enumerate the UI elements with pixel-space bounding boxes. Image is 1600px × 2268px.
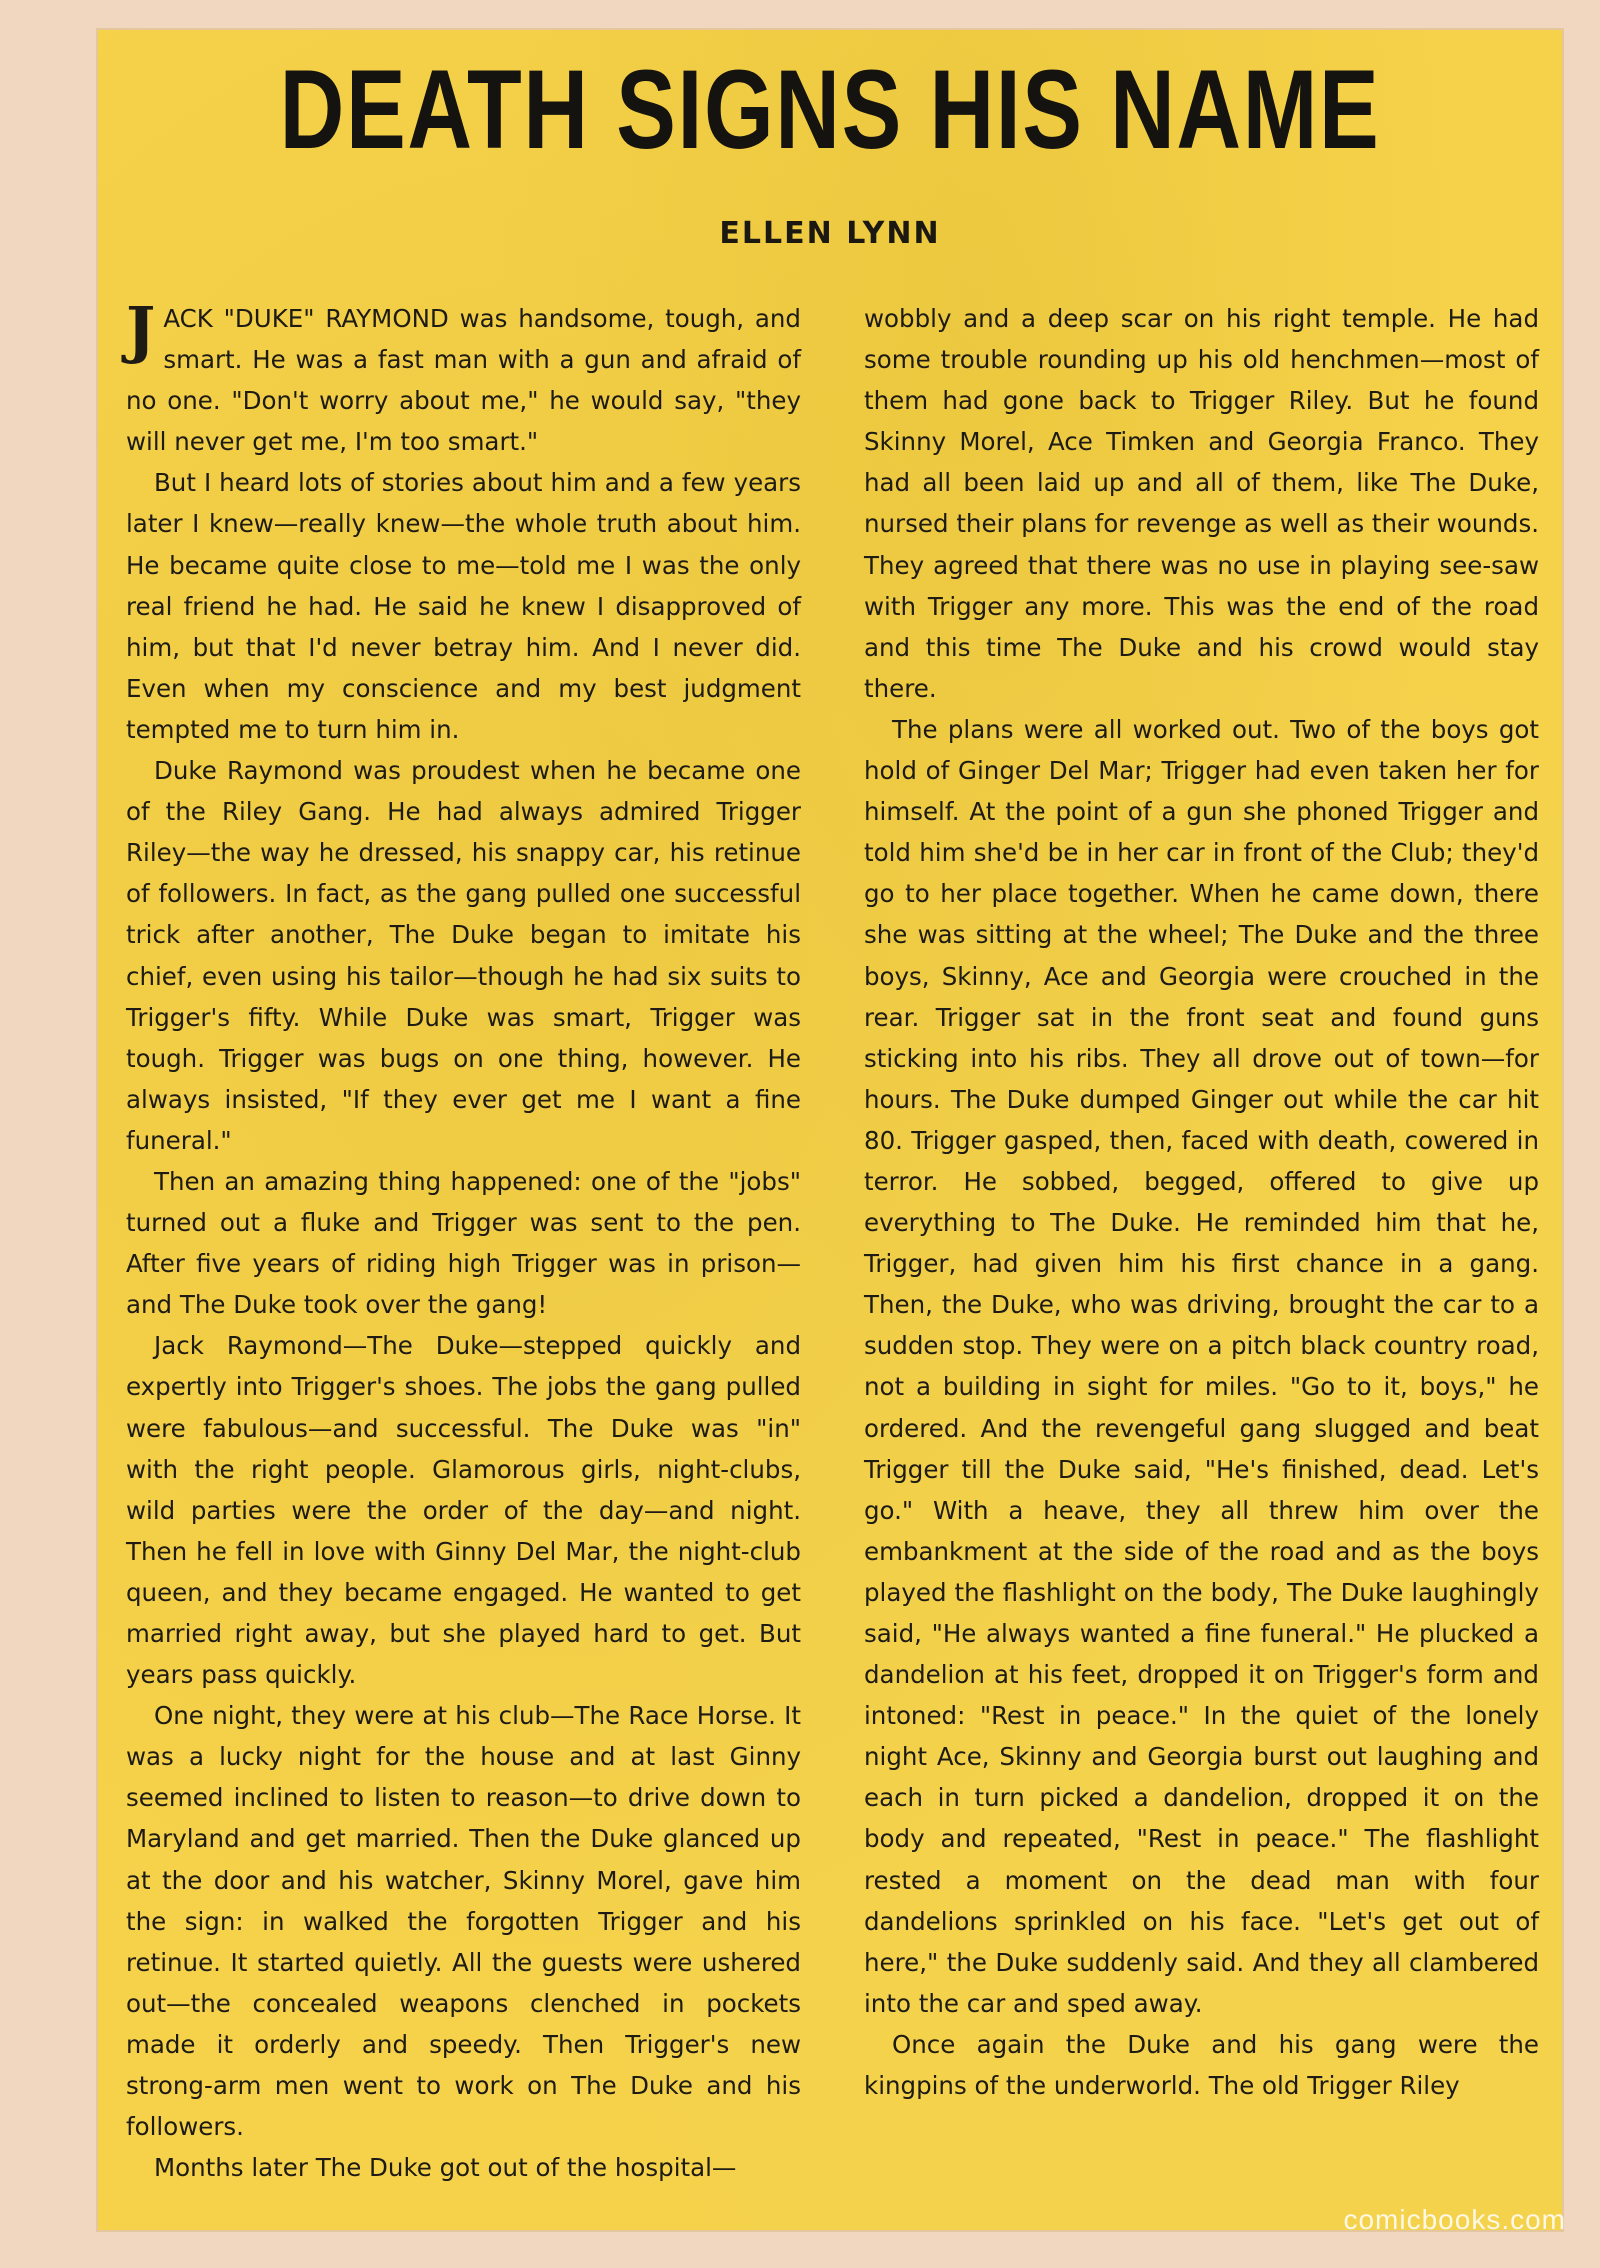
- page: [98, 30, 1562, 2230]
- right-column: [864, 298, 1539, 2106]
- article-title: DEATH SIGNS HIS NAME: [279, 47, 1381, 172]
- paragraph-text: ACK "DUKE" RAYMOND was handsome, tough, and smart. He was a fast man with a gun and afraid of no one. "Don't worry about me," he would say, "they will never get me, I'm too smart.": [126, 304, 801, 457]
- paragraph: Months later The Duke got out of the hospital—: [154, 2153, 737, 2183]
- paragraph: One night, they were at his club—The Race Horse. It was a lucky night for the house and at last Ginny seemed inclined to listen to reason—to drive down to Maryland and get married. Then the Duke glanced up at the door and his watcher, Skinny Morel, gave him the sign: in walked the forgotten Trigger and his retinue. It started quietly. All the guests were ushered out—the concealed weapons clenched in pockets made it orderly and speedy. Then Trigger's new strong-arm men went to work on The Duke and his followers.: [126, 1701, 801, 2142]
- article-author: ELLEN LYNN: [719, 216, 941, 251]
- paragraph: Then an amazing thing happened: one of the "jobs" turned out a fluke and Trigger was sent to the pen. After five years of riding high Trigger was in prison—and The Duke took over the gang!: [126, 1166, 801, 1320]
- watermark: comicbooks.com: [1343, 2204, 1566, 2235]
- drop-cap: J: [126, 293, 156, 366]
- paragraph: Jack Raymond—The Duke—stepped quickly and expertly into Trigger's shoes. The jobs the gang pulled were fabulous—and successful. The Duke was "in" with the right people. Glamorous girls, night-clubs, wild parties were the order of the day—and night. Then he fell in love with Ginny Del Mar, the night-club queen, and they became engaged. He wanted to get married right away, but she played hard to get. But years pass quickly.: [126, 1331, 801, 1690]
- paragraph: Duke Raymond was proudest when he became one of the Riley Gang. He had always admired Trigger Riley—the way he dressed, his snappy car, his retinue of followers. In fact, as the gang pulled one successful trick after another, The Duke began to imitate his chief, even using his tailor—though he had six suits to Trigger's fifty. While Duke was smart, Trigger was tough. Trigger was bugs on one thing, however. He always insisted, "If they ever get me I want a fine funeral.": [126, 756, 801, 1155]
- paragraph: But I heard lots of stories about him and a few years later I knew—really knew—the whole truth about him. He became quite close to me—told me I was the only real friend he had. He said he knew I disapproved of him, but that I'd never betray him. And I never did. Even when my conscience and my best judgment tempted me to turn him in.: [126, 468, 801, 744]
- paragraph: The plans were all worked out. Two of the boys got hold of Ginger Del Mar; Trigger had even taken her for himself. At the point of a gun she phoned Trigger and told him she'd be in her car in front of the Club; they'd go to her place together. When he came down, there she was sitting at the wheel; The Duke and the three boys, Skinny, Ace and Georgia were crouched in the rear. Trigger sat in the front seat and found guns sticking into his ribs. They all drove out of town—for hours. The Duke dumped Ginger out while the car hit 80. Trigger gasped, then, faced with death, cowered in terror. He sobbed, begged, offered to give up everything to The Duke. He reminded him that he, Trigger, had given him his first chance in a gang. Then, the Duke, who was driving, brought the car to a sudden stop. They were on a pitch black country road, not a building in sight for miles. "Go to it, boys," he ordered. And the revengeful gang slugged and beat Trigger till the Duke said, "He's finished, dead. Let's go." With a heave, they all threw him over the embankment at the side of the road and as the boys played the flashlight on the body, The Duke laughingly said, "He always wanted a fine funeral." He plucked a dandelion at his feet, dropped it on Trigger's form and intoned: "Rest in peace." In the quiet of the lonely night Ace, Skinny and Georgia burst out laughing and each in turn picked a dandelion, dropped it on the body and repeated, "Rest in peace." The flashlight rested a moment on the dead man with four dandelions sprinkled on his face. "Let's get out of here," the Duke suddenly said. And they all clambered into the car and sped away.: [864, 714, 1539, 2018]
- paragraph: wobbly and a deep scar on his right temple. He had some trouble rounding up his old henchmen—most of them had gone back to Trigger Riley. But he found Skinny Morel, Ace Timken and Georgia Franco. They had all been laid up and all of them, like The Duke, nursed their plans for revenge as well as their wounds. They agreed that there was no use in playing see-saw with Trigger any more. This was the end of the road and this time The Duke and his crowd would stay there.: [864, 304, 1539, 703]
- paragraph: [126, 293, 801, 462]
- paragraph: Once again the Duke and his gang were the kingpins of the underworld. The old Trigger Riley: [864, 2029, 1539, 2101]
- left-column: [126, 293, 801, 2188]
